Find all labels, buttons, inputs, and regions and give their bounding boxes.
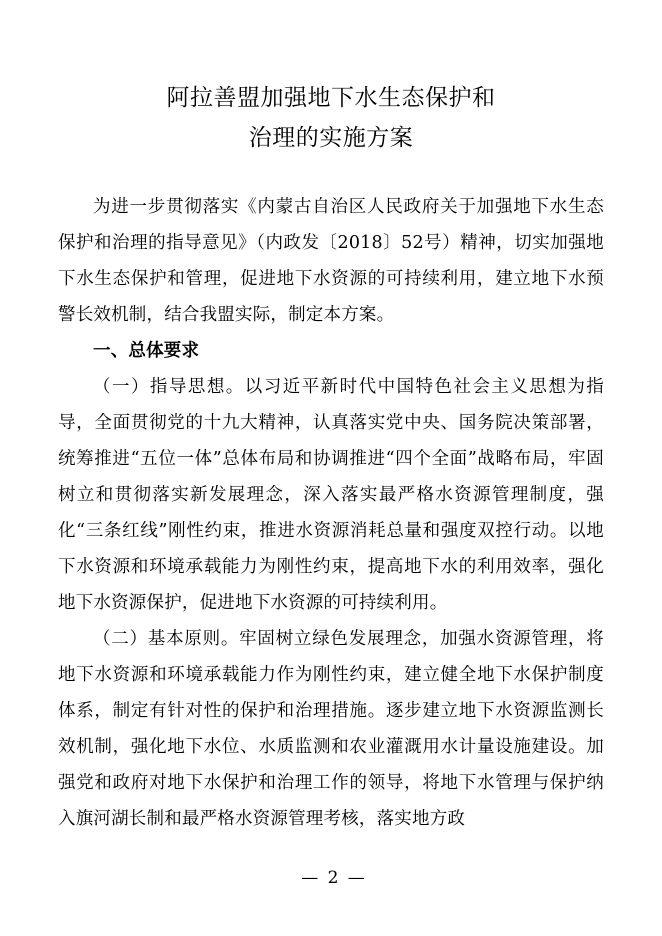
paragraph-basic-principles: （二）基本原则。牢固树立绿色发展理念，加强水资源管理，将地下水资源和环境承载能力作为刚性约束，建立健全地下水保护制度体系，制定有针对性的保护和治理措施。逐步建立地下水资源监测长效机制，强化地下水位、水质监测和农业灌溉用水计量设施建设。加强党和政府对地下水保护和治理工作的领导，将地下水管理与保护纳入旗河湖长制和最严格水资源管理考核，落实地方政 bbox=[58, 628, 604, 829]
page-title-line-1: 阿拉善盟加强地下水生态保护和 bbox=[166, 85, 496, 111]
document-body bbox=[0, 189, 662, 837]
page-number-text: — 2 — bbox=[301, 868, 367, 888]
page-title-line-2: 治理的实施方案 bbox=[248, 125, 414, 152]
page-number bbox=[0, 868, 662, 888]
page-title bbox=[0, 0, 662, 159]
paragraph-intro: 为进一步贯彻落实《内蒙古自治区人民政府关于加强地下水生态保护和治理的指导意见》（内政发〔2018〕52号）精神，切实加强地下水生态保护和管理，促进地下水资源的可持续利用，建立地下水预警长效机制，结合我盟实际，制定本方案。 bbox=[58, 196, 604, 325]
paragraph-guiding-ideology: （一）指导思想。以习近平新时代中国特色社会主义思想为指导，全面贯彻党的十九大精神，认真落实党中央、国务院决策部署，统筹推进“五位一体”总体布局和协调推进“四个全面”战略布局，牢固树立和贯彻落实新发展理念，深入落实最严格水资源管理制度，强化“三条红线”刚性约束，推进水资源消耗总量和强度双控行动。以地下水资源和环境承载能力为刚性约束，提高地下水的利用效率，强化地下水资源保护，促进地下水资源的可持续利用。 bbox=[58, 376, 604, 613]
section-heading-overall-requirements: 一、总体要求 bbox=[93, 340, 200, 361]
